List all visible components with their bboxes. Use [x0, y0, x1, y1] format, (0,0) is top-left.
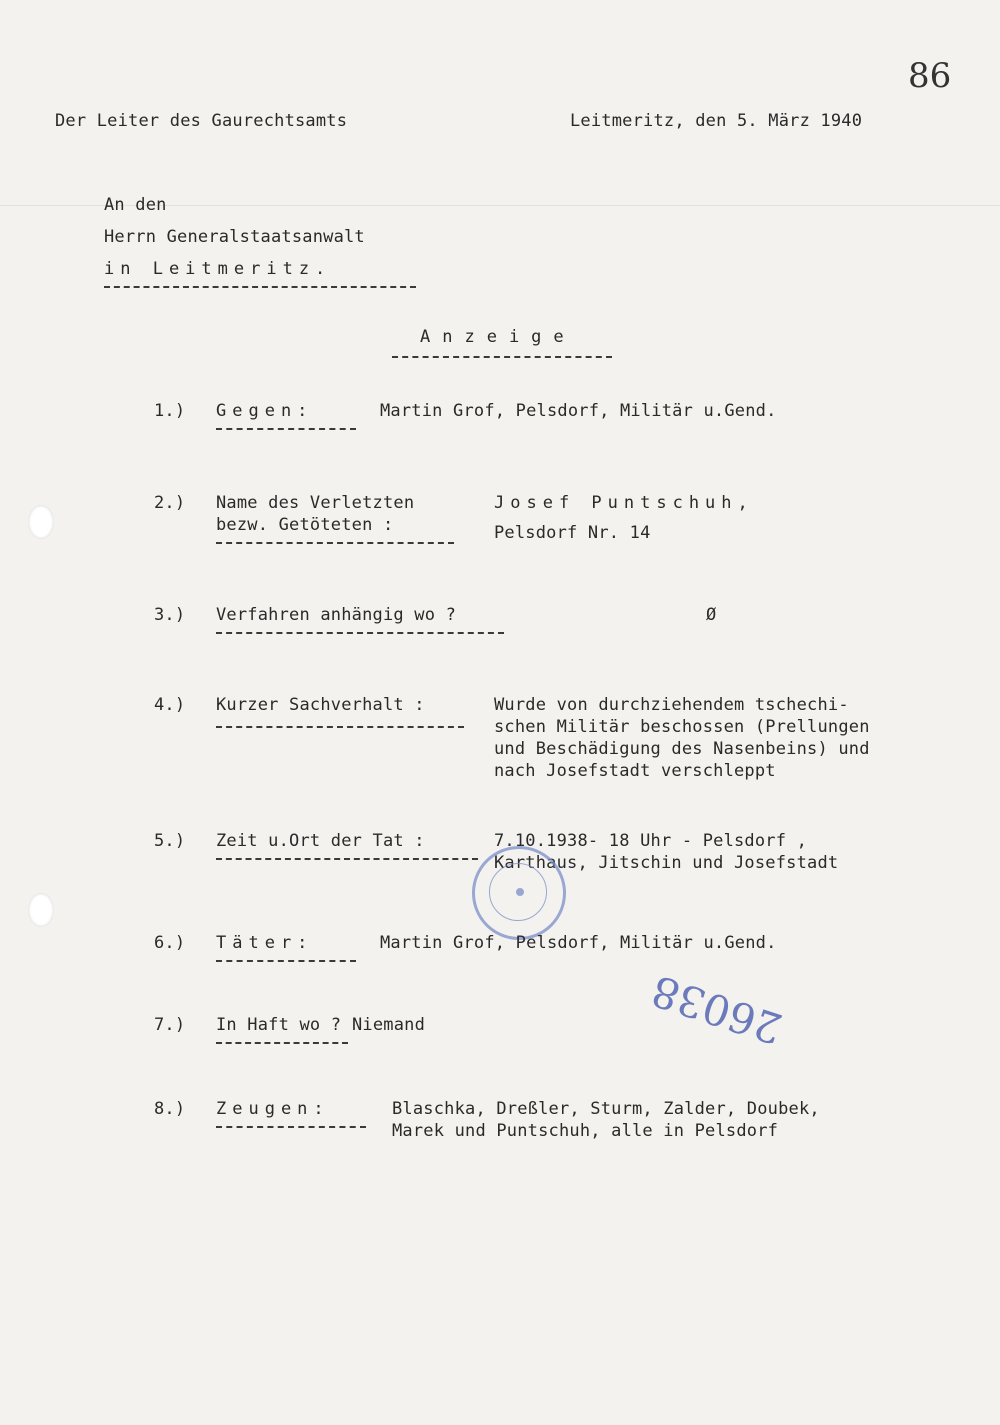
item-8-value-2: Marek und Puntschuh, alle in Pelsdorf — [392, 1121, 779, 1141]
page-number: 86 — [908, 56, 952, 96]
item-1-label: Gegen: — [216, 401, 314, 421]
item-1-number: 1.) — [154, 401, 186, 421]
item-7-underline — [216, 1042, 348, 1044]
item-5-value-1: 7.10.1938- 18 Uhr - Pelsdorf , — [494, 831, 808, 851]
item-8-underline — [216, 1126, 366, 1128]
item-4-number: 4.) — [154, 695, 186, 715]
item-2-number: 2.) — [154, 493, 186, 513]
item-4-value-2: schen Militär beschossen (Prellungen — [494, 717, 870, 737]
item-6-value: Martin Grof, Pelsdorf, Militär u.Gend. — [380, 933, 777, 953]
recipient-underline — [104, 286, 416, 288]
item-2-label-2: bezw. Getöteten : — [216, 515, 394, 535]
sender-line: Der Leiter des Gaurechtsamts — [55, 111, 348, 131]
item-8-label: Zeugen: — [216, 1099, 330, 1119]
item-3-label: Verfahren anhängig wo ? — [216, 605, 457, 625]
item-5-value-2: Karthaus, Jitschin und Josefstadt — [494, 853, 839, 873]
recipient-line-2: Herrn Generalstaatsanwalt — [104, 227, 365, 247]
item-8-value-1: Blaschka, Dreßler, Sturm, Zalder, Doubek, — [392, 1099, 820, 1119]
item-6-underline — [216, 960, 356, 962]
punch-hole-top — [28, 505, 54, 539]
item-1-value: Martin Grof, Pelsdorf, Militär u.Gend. — [380, 401, 777, 421]
recipient-line-1: An den — [104, 195, 167, 215]
item-2-value-2: Pelsdorf Nr. 14 — [494, 523, 651, 543]
item-4-value-3: und Beschädigung des Nasenbeins) und — [494, 739, 870, 759]
item-4-label: Kurzer Sachverhalt : — [216, 695, 425, 715]
item-8-number: 8.) — [154, 1099, 186, 1119]
handwritten-archive-number: 26038 — [645, 965, 788, 1054]
item-7-value: Niemand — [352, 1015, 426, 1035]
stamp-emblem-icon — [516, 888, 524, 896]
archive-stamp — [472, 846, 566, 940]
item-7-label: In Haft wo ? — [216, 1015, 342, 1035]
item-7-number: 7.) — [154, 1015, 186, 1035]
item-3-value: Ø — [706, 605, 717, 625]
item-4-value-1: Wurde von durchziehendem tschechi- — [494, 695, 849, 715]
place-date: Leitmeritz, den 5. März 1940 — [570, 111, 863, 131]
title-underline — [392, 356, 612, 358]
item-1-underline — [216, 428, 356, 430]
item-4-underline — [216, 726, 464, 728]
item-2-value-1: Josef Puntschuh, — [494, 493, 754, 513]
recipient-line-3: in Leitmeritz. — [104, 259, 332, 279]
item-4-value-4: nach Josefstadt verschleppt — [494, 761, 776, 781]
item-6-label: Täter: — [216, 933, 314, 953]
punch-hole-bottom — [28, 893, 54, 927]
item-5-label: Zeit u.Ort der Tat : — [216, 831, 425, 851]
item-6-number: 6.) — [154, 933, 186, 953]
item-3-number: 3.) — [154, 605, 186, 625]
item-5-number: 5.) — [154, 831, 186, 851]
item-2-label-1: Name des Verletzten — [216, 493, 415, 513]
item-2-underline — [216, 542, 454, 544]
document-title: Anzeige — [420, 327, 576, 347]
item-5-underline — [216, 858, 478, 860]
item-3-underline — [216, 632, 504, 634]
stamp-inner-ring — [489, 863, 547, 921]
